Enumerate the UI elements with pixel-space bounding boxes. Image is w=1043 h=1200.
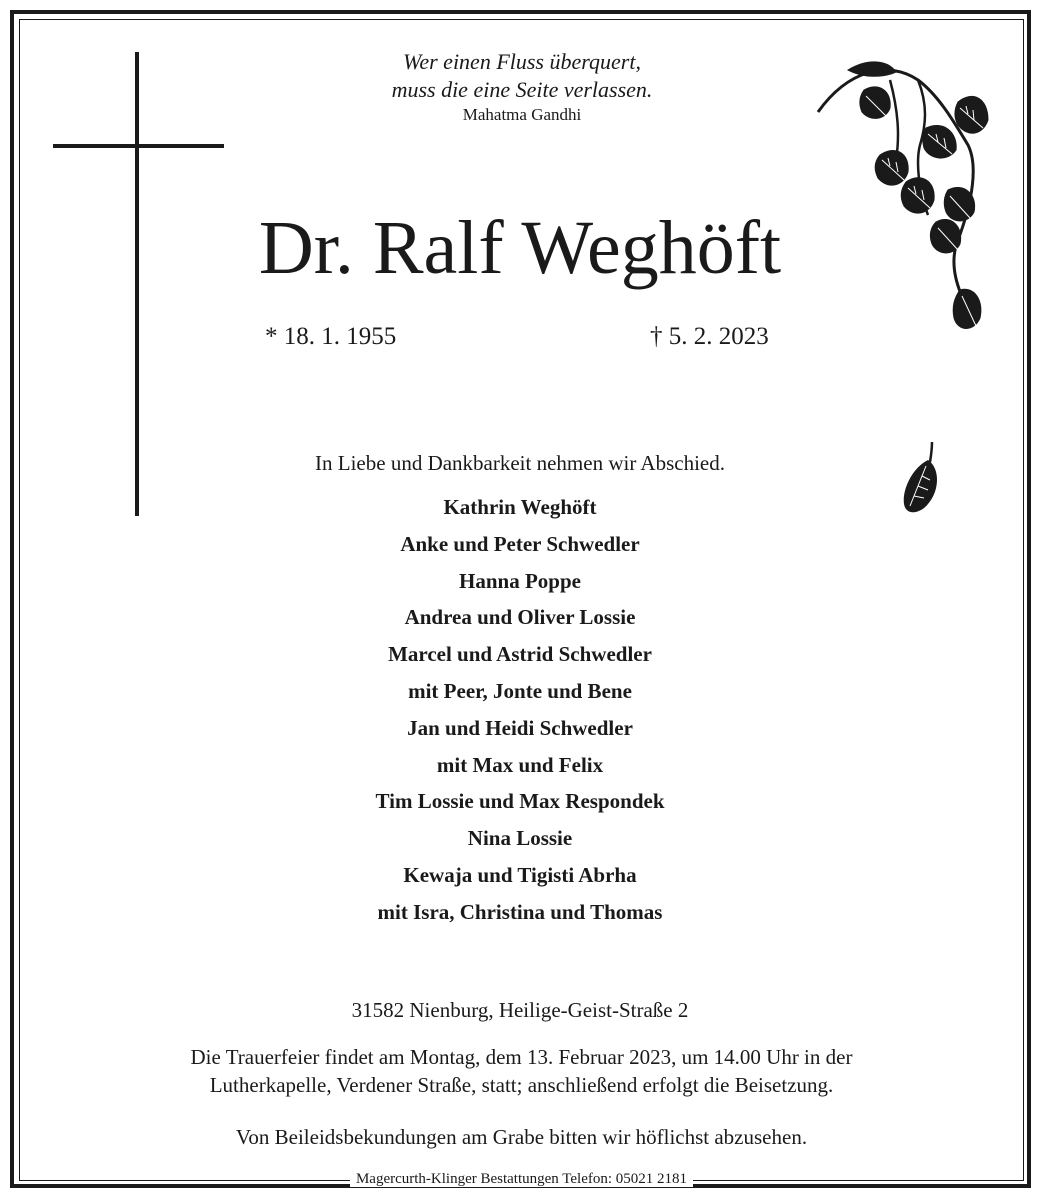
- mourner-name: Tim Lossie und Max Respondek: [375, 789, 665, 814]
- mourner-name: Kathrin Weghöft: [443, 495, 597, 519]
- deceased-name: Dr. Ralf Weghöft: [258, 206, 782, 290]
- mourner-name: mit Max und Felix: [436, 752, 604, 777]
- quote-line: Wer einen Fluss überquert,: [403, 49, 641, 74]
- footer: [0, 1170, 1043, 1188]
- mourner-name: Anke und Peter Schwedler: [400, 531, 640, 556]
- single-leaf-icon: [898, 438, 943, 520]
- mourner-name: Andrea und Oliver Lossie: [404, 605, 636, 630]
- mourners-list: [150, 489, 890, 931]
- mourner-name: mit Isra, Christina und Thomas: [377, 899, 663, 924]
- quote-line: muss die eine Seite verlassen.: [391, 77, 653, 102]
- birth-date: * 18. 1. 1955: [265, 323, 397, 350]
- mourner-name: Hanna Poppe: [459, 568, 581, 593]
- service-info: [60, 1043, 983, 1099]
- footer-text: Magercurth-Klinger Bestattungen Telefon: 05021 2181: [350, 1171, 693, 1187]
- service-line: Die Trauerfeier findet am Montag, dem 13. Februar 2023, um 14.00 Uhr in der: [190, 1045, 853, 1069]
- cross-horizontal-bar: [53, 144, 224, 148]
- mourner-name: Kewaja und Tigisti Abrha: [403, 862, 637, 887]
- death-date: † 5. 2. 2023: [650, 323, 769, 350]
- farewell-text: In Liebe und Dankbarkeit nehmen wir Abschied.: [315, 451, 725, 475]
- mourner-name: Nina Lossie: [467, 826, 573, 851]
- service-line: Lutherkapelle, Verdener Straße, statt; anschließend erfolgt die Beisetzung.: [209, 1073, 834, 1097]
- mourner-name: Marcel und Astrid Schwedler: [388, 642, 652, 667]
- quote-block: [300, 48, 744, 126]
- address: 31582 Nienburg, Heilige-Geist-Straße 2: [351, 998, 689, 1022]
- mourner-name: Jan und Heidi Schwedler: [407, 715, 633, 740]
- quote-author: Mahatma Gandhi: [462, 105, 582, 124]
- condolence-note: Von Beileidsbekundungen am Grabe bitten wir höflichst abzusehen.: [235, 1125, 808, 1149]
- mourner-name: mit Peer, Jonte und Bene: [408, 678, 632, 703]
- cross-vertical-bar: [135, 52, 139, 516]
